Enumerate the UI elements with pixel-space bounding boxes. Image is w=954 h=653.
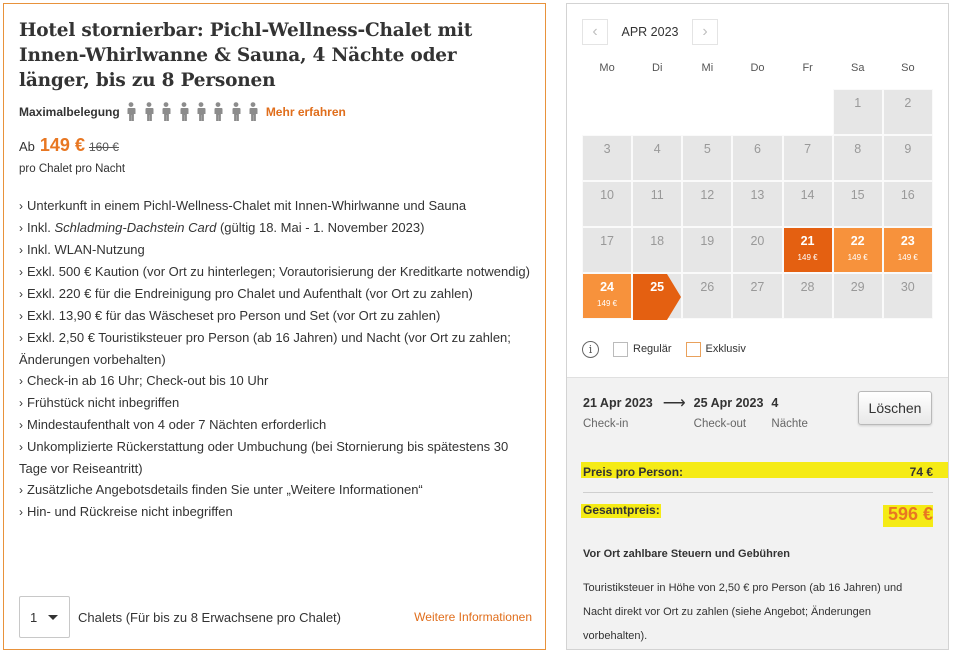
chevron-right-icon: › — [19, 483, 23, 497]
calendar-day-number: 3 — [603, 142, 611, 156]
weekday-label: Mo — [599, 62, 615, 74]
chevron-right-icon: › — [19, 396, 23, 410]
calendar-week — [582, 227, 933, 273]
calendar-grid — [582, 89, 933, 319]
quantity-row — [19, 596, 532, 638]
calendar-empty-cell — [732, 89, 782, 135]
chevron-right-icon: › — [19, 374, 23, 388]
price-per-person-value: 74 € — [909, 464, 933, 479]
feature-item: › Inkl. WLAN-Nutzung — [19, 242, 145, 257]
prev-month-button[interactable] — [582, 19, 608, 45]
calendar-day-number: 7 — [804, 142, 812, 156]
calendar-day-12[interactable] — [682, 181, 732, 227]
nights-caption: Nächte — [771, 418, 808, 430]
month-label: APR 2023 — [621, 25, 679, 39]
booking-summary — [567, 377, 949, 650]
person-icon — [175, 102, 192, 122]
calendar-day-price: 149 € — [847, 253, 868, 262]
caret-down-icon — [48, 615, 58, 620]
legend-regular-swatch — [613, 342, 628, 357]
calendar-week — [582, 273, 933, 319]
calendar-day-13[interactable] — [732, 181, 782, 227]
calendar-day-number: 10 — [600, 188, 615, 202]
person-icon — [157, 102, 174, 122]
checkout-block — [694, 396, 764, 430]
calendar-day-number: 11 — [650, 188, 664, 202]
nights-count: 4 — [771, 396, 779, 410]
chevron-right-icon: › — [19, 199, 23, 213]
calendar-day-number: 19 — [700, 234, 715, 248]
calendar-day-27[interactable] — [732, 273, 782, 319]
feature-list — [19, 195, 531, 523]
checkin-date: 21 Apr 2023 — [583, 396, 653, 410]
calendar-day-18[interactable] — [632, 227, 682, 273]
calendar-day-30[interactable] — [883, 273, 933, 319]
offer-title: Hotel stornierbar: Pichl-Wellness-Chalet mit Innen-Whirlwanne & Sauna, 4 Nächte oder länger, bis zu 8 Personen — [19, 20, 473, 91]
calendar-week — [582, 181, 933, 227]
chevron-right-icon: › — [19, 243, 23, 257]
feature-item: › Inkl. Schladming-Dachstein Card (gültig 18. Mai - 1. November 2023) — [19, 220, 425, 235]
person-icon — [123, 102, 140, 122]
calendar-day-number: 15 — [850, 188, 865, 202]
price-per-person-label: Preis pro Person: — [583, 464, 684, 479]
weekday-label: Do — [750, 62, 765, 74]
weekday-label: Fr — [802, 62, 813, 74]
chevron-right-icon: › — [19, 221, 23, 235]
calendar-day-number: 21 — [800, 234, 815, 248]
info-icon[interactable]: i — [582, 341, 599, 358]
summary-divider — [583, 492, 933, 493]
feature-item: › Exkl. 220 € für die Endreinigung pro Chalet und Aufenthalt (vor Ort zu zahlen) — [19, 286, 473, 301]
arrow-right-icon: ⟶ — [662, 395, 686, 412]
calendar-day-8[interactable] — [833, 135, 883, 181]
chevron-right-icon: › — [19, 440, 23, 454]
feature-item: › Frühstück nicht inbegriffen — [19, 395, 180, 410]
calendar-day-29[interactable] — [833, 273, 883, 319]
chevron-right-icon: › — [19, 265, 23, 279]
feature-item: › Exkl. 2,50 € Touristiksteuer pro Person (ab 16 Jahren) und Nacht (vor Ort zu zahlen; Änderungen vorbehalten) — [19, 330, 511, 367]
tax-text: Touristiksteuer in Höhe von 2,50 € pro Person (ab 16 Jahren) und Nacht direkt vor Ort zu zahlen (siehe Angebot; Änderungen vorbehalten). — [583, 582, 903, 642]
price-per-person-row — [583, 463, 933, 480]
calendar-day-number: 2 — [904, 96, 912, 110]
price-unit: pro Chalet pro Nacht — [19, 163, 126, 175]
calendar-day-number: 29 — [850, 280, 865, 294]
booking-panel — [566, 3, 949, 650]
calendar-day-21[interactable] — [783, 227, 833, 273]
calendar-day-1[interactable] — [833, 89, 883, 135]
person-icon — [227, 102, 244, 122]
chevron-right-icon: › — [19, 309, 23, 323]
calendar-day-17[interactable] — [582, 227, 632, 273]
chevron-left-icon: ‹ — [592, 23, 598, 40]
calendar-empty-cell — [582, 89, 632, 135]
person-icon — [192, 102, 209, 122]
quantity-label: Chalets (Für bis zu 8 Erwachsene pro Chalet) — [78, 609, 342, 625]
calendar-day-9[interactable] — [883, 135, 933, 181]
chevron-right-icon: › — [19, 287, 23, 301]
calendar-day-number: 5 — [703, 142, 711, 156]
calendar-day-11[interactable] — [632, 181, 682, 227]
occupancy-icons — [123, 102, 262, 122]
calendar-day-number: 12 — [700, 188, 715, 202]
calendar-day-number: 26 — [700, 280, 715, 294]
occupancy-row — [19, 101, 531, 123]
more-info-link[interactable]: Mehr erfahren — [265, 105, 346, 119]
tax-title: Vor Ort zahlbare Steuern und Gebühren — [583, 548, 790, 560]
feature-item: › Check-in ab 16 Uhr; Check-out bis 10 Uhr — [19, 373, 269, 388]
next-month-button[interactable] — [692, 19, 718, 45]
quantity-value: 1 — [30, 609, 38, 625]
calendar-legend — [582, 340, 746, 358]
checkin-block — [583, 396, 653, 430]
calendar-day-number: 24 — [600, 280, 615, 294]
reset-button[interactable]: Löschen — [858, 391, 932, 425]
total-price-row — [583, 503, 933, 529]
calendar-day-number: 9 — [904, 142, 912, 156]
feature-item: › Unterkunft in einem Pichl-Wellness-Chalet mit Innen-Whirlwanne und Sauna — [19, 198, 467, 213]
calendar-day-19[interactable] — [682, 227, 732, 273]
calendar-day-2[interactable] — [883, 89, 933, 135]
calendar-day-number: 8 — [854, 142, 862, 156]
calendar-empty-cell — [682, 89, 732, 135]
feature-item: › Unkomplizierte Rückerstattung oder Umbuchung (bei Stornierung bis spätestens 30 Tage vor Reiseantritt) — [19, 439, 509, 476]
current-price: 149 € — [39, 135, 85, 155]
person-icon — [244, 102, 261, 122]
calendar-day-16[interactable] — [883, 181, 933, 227]
chevron-right-icon: › — [19, 505, 23, 519]
offer-panel — [3, 3, 546, 650]
calendar-day-15[interactable] — [833, 181, 883, 227]
calendar-day-number: 6 — [753, 142, 761, 156]
legend-exclusive-swatch — [686, 342, 701, 357]
weekday-label: So — [901, 62, 915, 74]
weekday-header — [582, 62, 933, 74]
calendar-day-6[interactable] — [732, 135, 782, 181]
calendar-day-number: 13 — [750, 188, 765, 202]
price-prefix: Ab — [19, 139, 35, 154]
legend-regular-label: Regulär — [633, 343, 672, 355]
quantity-select[interactable] — [19, 596, 70, 638]
calendar-day-10[interactable] — [582, 181, 632, 227]
calendar-day-number: 30 — [900, 280, 915, 294]
card-name: Schladming-Dachstein Card — [54, 220, 217, 235]
calendar-day-number: 28 — [800, 280, 815, 294]
calendar-day-number: 22 — [850, 234, 865, 248]
calendar-day-28[interactable] — [783, 273, 833, 319]
chevron-right-icon: › — [19, 418, 23, 432]
feature-item: › Exkl. 500 € Kaution (vor Ort zu hinterlegen; Vorautorisierung der Kreditkarte notwendig) — [19, 264, 530, 279]
calendar-day-number: 1 — [854, 96, 862, 110]
person-icon — [140, 102, 157, 122]
calendar-day-4[interactable] — [632, 135, 682, 181]
date-range — [583, 396, 808, 430]
chevron-right-icon: › — [19, 331, 23, 345]
calendar-day-26[interactable] — [682, 273, 732, 319]
chevron-right-icon: › — [702, 23, 708, 40]
checkout-caption: Check-out — [693, 418, 747, 430]
calendar-day-3[interactable] — [582, 135, 632, 181]
calendar-empty-cell — [783, 89, 833, 135]
checkin-caption: Check-in — [583, 418, 629, 430]
calendar-day-22[interactable] — [833, 227, 883, 273]
calendar-empty-cell — [632, 89, 682, 135]
calendar-day-number: 20 — [750, 234, 765, 248]
checkout-date: 25 Apr 2023 — [693, 396, 764, 410]
legend-exclusive-label: Exklusiv — [705, 343, 746, 355]
further-info-link[interactable]: Weitere Informationen — [414, 610, 532, 624]
calendar-day-number: 27 — [750, 280, 765, 294]
calendar-day-25[interactable] — [632, 273, 682, 319]
calendar-day-20[interactable] — [732, 227, 782, 273]
calendar-day-price: 149 € — [897, 253, 918, 262]
price-row — [19, 135, 531, 156]
feature-item: › Exkl. 13,90 € für das Wäscheset pro Person und Set (vor Ort zu zahlen) — [19, 308, 441, 323]
weekday-label: Di — [652, 62, 663, 74]
calendar-day-price: 149 € — [797, 253, 818, 262]
calendar-day-24[interactable] — [582, 273, 632, 319]
calendar-day-number: 25 — [650, 280, 665, 294]
calendar-day-number: 4 — [653, 142, 661, 156]
calendar-header — [582, 19, 718, 45]
calendar-week — [582, 135, 933, 181]
calendar-day-14[interactable] — [783, 181, 833, 227]
calendar-day-23[interactable] — [883, 227, 933, 273]
feature-item: › Hin- und Rückreise nicht inbegriffen — [19, 504, 233, 519]
calendar-day-7[interactable] — [783, 135, 833, 181]
calendar-day-number: 14 — [800, 188, 815, 202]
calendar-day-5[interactable] — [682, 135, 732, 181]
calendar-day-number: 18 — [650, 234, 665, 248]
total-price-label: Gesamtpreis: — [583, 503, 660, 517]
feature-item: › Zusätzliche Angebotsdetails finden Sie unter „Weitere Informationen“ — [19, 482, 423, 497]
weekday-label: Mi — [701, 62, 714, 74]
feature-item: › Mindestaufenthalt von 4 oder 7 Nächten erforderlich — [19, 417, 327, 432]
old-price: 160 € — [88, 140, 119, 154]
calendar-week — [582, 89, 933, 135]
weekday-label: Sa — [851, 62, 865, 74]
nights-block — [771, 396, 807, 430]
calendar-day-number: 23 — [900, 234, 915, 248]
calendar-day-number: 17 — [600, 234, 615, 248]
calendar-day-number: 16 — [900, 188, 915, 202]
occupancy-label: Maximalbelegung — [19, 105, 120, 119]
total-price-value: 596 € — [887, 504, 933, 524]
person-icon — [210, 102, 227, 122]
calendar-day-price: 149 € — [597, 299, 618, 308]
